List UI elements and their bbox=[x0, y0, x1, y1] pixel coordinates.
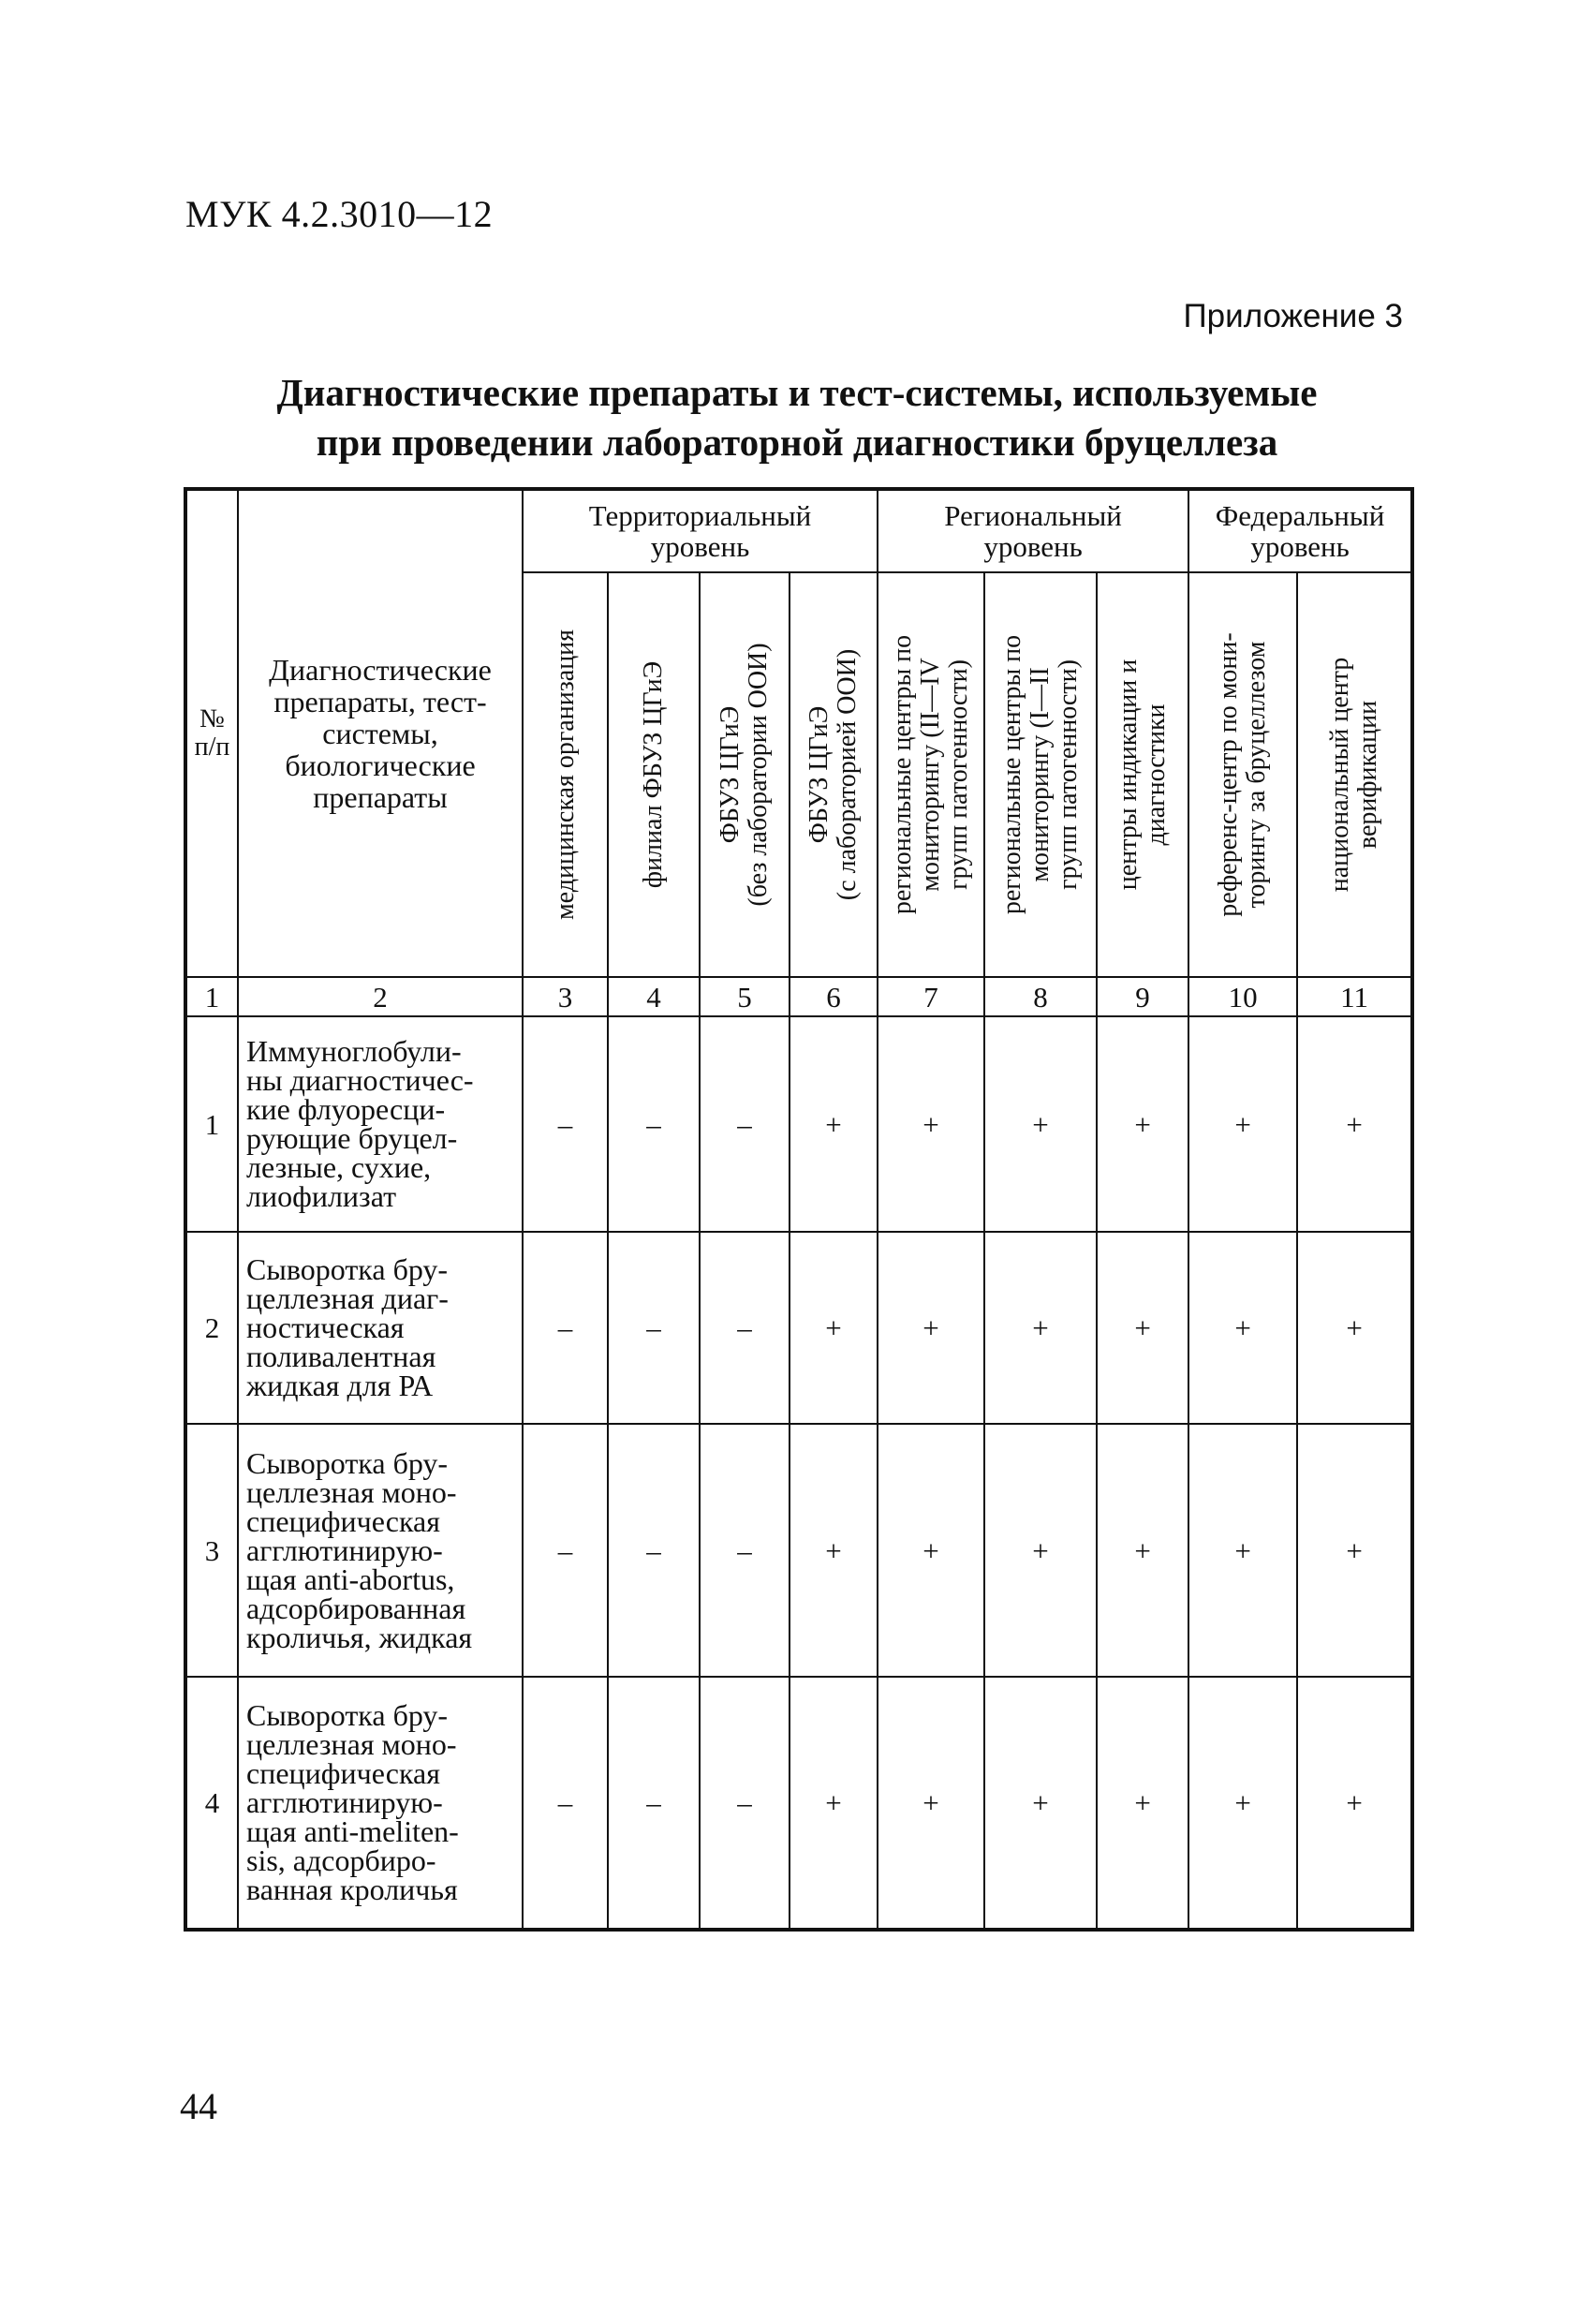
column-number: 8 bbox=[984, 977, 1097, 1016]
preparation-name-line: специфическая bbox=[246, 1756, 440, 1790]
header-col-no bbox=[185, 489, 238, 977]
availability-mark: + bbox=[790, 1016, 878, 1232]
group-regional-line-2: уровень bbox=[983, 530, 1083, 563]
preparation-name-line: целлезная моно- bbox=[246, 1727, 457, 1761]
column-number: 3 bbox=[523, 977, 608, 1016]
column-number: 6 bbox=[790, 977, 878, 1016]
availability-mark: + bbox=[984, 1677, 1097, 1930]
availability-mark: + bbox=[984, 1232, 1097, 1424]
subheader-indication-centers bbox=[1097, 572, 1188, 977]
availability-mark: + bbox=[1188, 1677, 1297, 1930]
group-territorial bbox=[523, 489, 878, 572]
column-number: 2 bbox=[238, 977, 523, 1016]
subheader-branch-fbuz bbox=[608, 572, 700, 977]
group-territorial-line-2: уровень bbox=[650, 530, 750, 563]
preparation-name-line: Сыворотка бру- bbox=[246, 1698, 449, 1732]
group-regional-line-1: Региональный bbox=[944, 499, 1122, 532]
group-federal-line-1: Федеральный bbox=[1215, 499, 1385, 532]
availability-mark: + bbox=[1297, 1016, 1412, 1232]
preparation-name-line: кроличья, жидкая bbox=[246, 1620, 473, 1654]
column-number: 4 bbox=[608, 977, 700, 1016]
column-number: 5 bbox=[700, 977, 790, 1016]
page-title bbox=[187, 368, 1407, 467]
subheader-line: региональные центры по bbox=[997, 634, 1027, 915]
availability-mark: – bbox=[523, 1424, 608, 1677]
column-number: 9 bbox=[1097, 977, 1188, 1016]
subheader-line: мониторингу (II—IV bbox=[916, 658, 946, 892]
availability-mark: – bbox=[700, 1424, 790, 1677]
group-regional bbox=[878, 489, 1188, 572]
subheader-line: национальный центр bbox=[1325, 657, 1355, 893]
column-number: 1 bbox=[185, 977, 238, 1016]
subheader-national-center bbox=[1297, 572, 1412, 977]
subheader-line: (с лабораторией ООИ) bbox=[833, 648, 863, 901]
column-number: 11 bbox=[1297, 977, 1412, 1016]
table-body bbox=[185, 1016, 1412, 1930]
preparation-name-line: Иммуноглобули- bbox=[246, 1034, 462, 1068]
table-row bbox=[185, 1232, 1412, 1424]
subheader-line: диагностики bbox=[1142, 703, 1172, 846]
availability-mark: – bbox=[523, 1232, 608, 1424]
availability-mark: + bbox=[1097, 1424, 1188, 1677]
availability-mark: + bbox=[878, 1016, 984, 1232]
row-number: 3 bbox=[185, 1424, 238, 1677]
column-number-row bbox=[185, 977, 1412, 1016]
page-number: 44 bbox=[180, 2085, 217, 2127]
subheader-line: мониторингу (I—II bbox=[1026, 667, 1055, 882]
group-federal-line-2: уровень bbox=[1250, 530, 1350, 563]
subheader-line: центры индикации и bbox=[1114, 659, 1144, 891]
row-number: 4 bbox=[185, 1677, 238, 1930]
row-preparation-name bbox=[238, 1232, 523, 1424]
availability-mark: + bbox=[1097, 1677, 1188, 1930]
availability-mark: + bbox=[1188, 1232, 1297, 1424]
preparation-name-line: ностическая bbox=[246, 1310, 405, 1344]
preparation-name-line: целлезная диаг- bbox=[246, 1281, 449, 1315]
availability-mark: + bbox=[984, 1424, 1097, 1677]
row-number: 1 bbox=[185, 1016, 238, 1232]
subheader-fbuz-without-lab bbox=[700, 572, 790, 977]
availability-mark: + bbox=[878, 1424, 984, 1677]
preparation-name-line: Сыворотка бру- bbox=[246, 1445, 449, 1480]
page-title-line-2: при проведении лабораторной диагностики бруцеллеза bbox=[316, 421, 1278, 464]
page-title-line-1: Диагностические препараты и тест-системы, используемые bbox=[276, 371, 1318, 414]
row-preparation-name bbox=[238, 1424, 523, 1677]
preparation-name-line: щая anti-meliten- bbox=[246, 1814, 459, 1848]
row-preparation-name bbox=[238, 1677, 523, 1930]
subheader-line: референс-центр по мони- bbox=[1214, 632, 1244, 917]
preparation-name-line: адсорбированная bbox=[246, 1591, 466, 1625]
availability-mark: + bbox=[1297, 1424, 1412, 1677]
preparation-name-line: лиофилизат bbox=[246, 1179, 397, 1213]
preparation-name-line: поливалентная bbox=[246, 1340, 436, 1373]
preparation-name-line: агглютинирую- bbox=[246, 1532, 443, 1567]
availability-mark: – bbox=[608, 1424, 700, 1677]
table-row bbox=[185, 1016, 1412, 1232]
diagnostics-table bbox=[184, 487, 1414, 1932]
subheader-line: филиал ФБУЗ ЦГиЭ bbox=[639, 660, 668, 889]
availability-mark: – bbox=[608, 1232, 700, 1424]
preparation-name-line: жидкая для РА bbox=[246, 1369, 434, 1402]
header-col-name bbox=[238, 489, 523, 977]
availability-mark: – bbox=[608, 1016, 700, 1232]
availability-mark: – bbox=[523, 1016, 608, 1232]
row-preparation-name bbox=[238, 1016, 523, 1232]
header-row-groups bbox=[185, 489, 1412, 572]
column-number: 10 bbox=[1188, 977, 1297, 1016]
preparation-name-line: рующие бруцел- bbox=[246, 1121, 458, 1155]
availability-mark: + bbox=[1297, 1677, 1412, 1930]
preparation-name-line: ванная кроличья bbox=[246, 1873, 458, 1906]
header-col-no-label: № п/п bbox=[194, 704, 230, 762]
group-territorial-line-1: Территориальный bbox=[588, 499, 812, 532]
subheader-line: региональные центры по bbox=[888, 634, 918, 915]
availability-mark: + bbox=[790, 1424, 878, 1677]
subheader-line: (без лаборатории ООИ) bbox=[744, 643, 773, 907]
table-row bbox=[185, 1677, 1412, 1930]
group-federal bbox=[1188, 489, 1412, 572]
subheader-line: групп патогенности) bbox=[1054, 659, 1084, 890]
subheader-reference-center bbox=[1188, 572, 1297, 977]
row-number: 2 bbox=[185, 1232, 238, 1424]
availability-mark: – bbox=[700, 1232, 790, 1424]
subheader-line: ФБУЗ ЦГиЭ bbox=[804, 705, 834, 844]
availability-mark: + bbox=[984, 1016, 1097, 1232]
availability-mark: + bbox=[1188, 1424, 1297, 1677]
availability-mark: + bbox=[878, 1232, 984, 1424]
preparation-name-line: sis, адсорбиро- bbox=[246, 1843, 436, 1877]
availability-mark: – bbox=[523, 1677, 608, 1930]
availability-mark: + bbox=[1188, 1016, 1297, 1232]
availability-mark: + bbox=[790, 1677, 878, 1930]
subheader-regional-centers-1-2 bbox=[984, 572, 1097, 977]
availability-mark: – bbox=[608, 1677, 700, 1930]
appendix-label: Приложение 3 bbox=[1183, 298, 1403, 334]
preparation-name-line: Сыворотка бру- bbox=[246, 1252, 449, 1286]
subheader-line: медицинская организация bbox=[550, 629, 580, 921]
subheader-line: групп патогенности) bbox=[944, 659, 974, 890]
availability-mark: + bbox=[1097, 1232, 1188, 1424]
availability-mark: + bbox=[1097, 1016, 1188, 1232]
document-code: МУК 4.2.3010—12 bbox=[185, 193, 494, 235]
availability-mark: – bbox=[700, 1016, 790, 1232]
table-row bbox=[185, 1424, 1412, 1677]
subheader-medical-organization bbox=[523, 572, 608, 977]
preparation-name-line: кие флуоресци- bbox=[246, 1092, 446, 1126]
availability-mark: + bbox=[878, 1677, 984, 1930]
availability-mark: – bbox=[700, 1677, 790, 1930]
column-number: 7 bbox=[878, 977, 984, 1016]
preparation-name-line: агглютинирую- bbox=[246, 1785, 443, 1819]
subheader-fbuz-with-lab bbox=[790, 572, 878, 977]
availability-mark: + bbox=[1297, 1232, 1412, 1424]
preparation-name-line: ны диагностичес- bbox=[246, 1063, 474, 1097]
preparation-name-line: целлезная моно- bbox=[246, 1474, 457, 1509]
preparation-name-line: щая anti-abortus, bbox=[246, 1562, 455, 1596]
subheader-line: верификации bbox=[1353, 700, 1383, 850]
availability-mark: + bbox=[790, 1232, 878, 1424]
subheader-line: ФБУЗ ЦГиЭ bbox=[716, 705, 745, 844]
header-col-name-label: Диагностические препараты, тест-системы, биологические препараты bbox=[269, 653, 492, 814]
preparation-name-line: лезные, сухие, bbox=[246, 1150, 432, 1184]
subheader-line: торингу за бруцеллезом bbox=[1242, 641, 1272, 909]
preparation-name-line: специфическая bbox=[246, 1503, 440, 1538]
subheader-regional-centers-2-4 bbox=[878, 572, 984, 977]
